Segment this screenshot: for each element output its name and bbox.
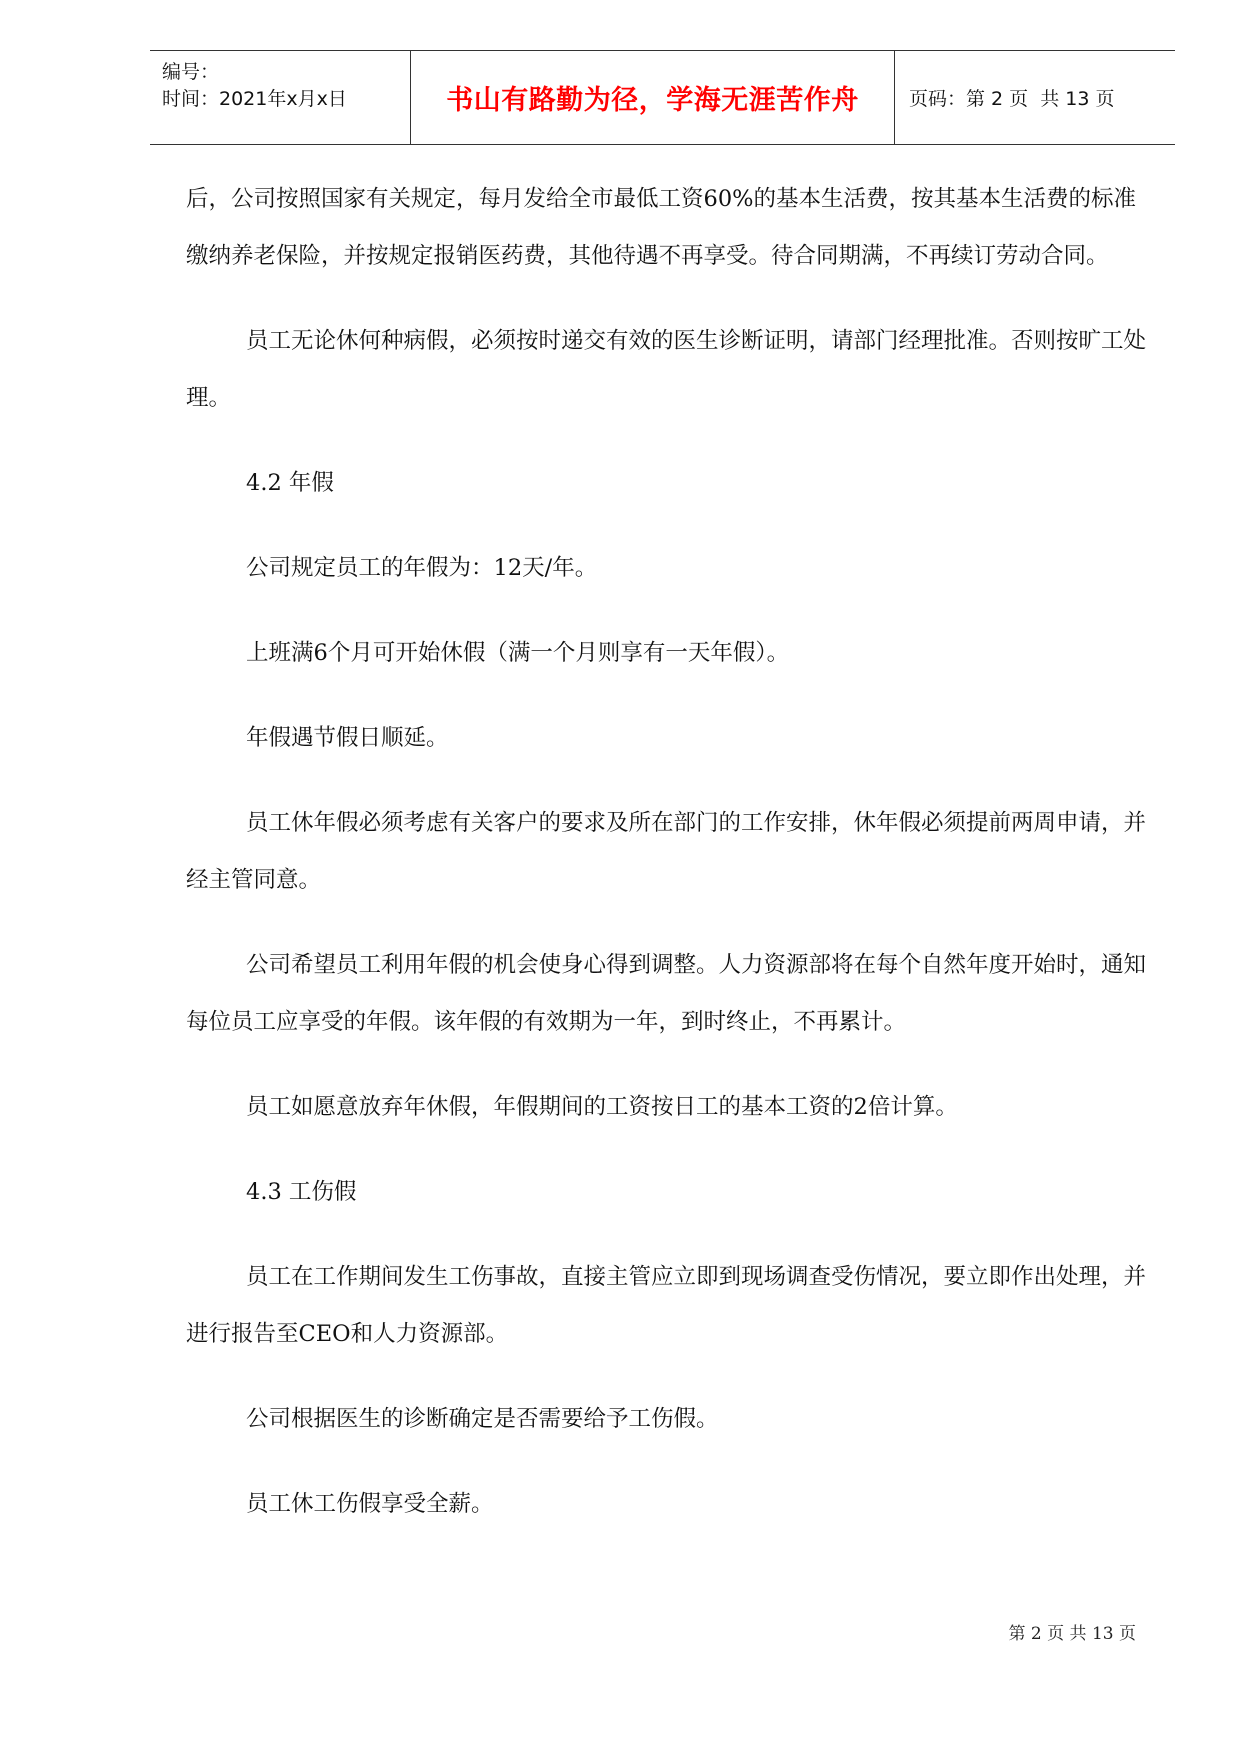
page-info-text: 页码：第 2 页 共 13 页 [909,88,1115,110]
header-motto-cell [410,51,895,144]
paragraph: 员工如愿意放弃年休假，年假期间的工资按日工的基本工资的2倍计算。 [246,1094,958,1120]
time-label: 时间：2021年x月x日 [162,88,347,110]
document-header [150,50,1175,145]
header-meta [150,51,410,144]
page-footer: 第 2 页 共 13 页 [1008,1624,1136,1644]
serial-number-label: 编号： [162,61,220,83]
motto-text: 书山有路勤为径，学海无涯苦作舟 [446,85,859,116]
section-heading-annual-leave: 4.2 年假 [246,470,334,496]
paragraph: 公司希望员工利用年假的机会使身心得到调整。人力资源部将在每个自然年度开始时，通知每位员工应享受的年假。该年假的有效期为一年，到时终止，不再累计。 [186,952,1147,1035]
document-body [186,171,1146,1561]
paragraph: 员工在工作期间发生工伤事故，直接主管应立即到现场调查受伤情况，要立即作出处理，并进行报告至CEO和人力资源部。 [186,1264,1147,1347]
header-page-info [895,51,1175,144]
paragraph-continuation: 后，公司按照国家有关规定，每月发给全市最低工资60%的基本生活费，按其基本生活费的标准缴纳养老保险，并按规定报销医药费，其他待遇不再享受。待合同期满，不再续订劳动合同。 [186,186,1137,269]
paragraph: 年假遇节假日顺延。 [246,725,449,751]
paragraph: 公司根据医生的诊断确定是否需要给予工伤假。 [246,1406,719,1432]
paragraph: 员工休工伤假享受全薪。 [246,1491,494,1517]
paragraph: 上班满6个月可开始休假（满一个月则享有一天年假）。 [246,640,790,666]
paragraph-sick-leave: 员工无论休何种病假，必须按时递交有效的医生诊断证明，请部门经理批准。否则按旷工处理。 [186,328,1147,411]
section-heading-work-injury: 4.3 工伤假 [246,1179,357,1205]
paragraph: 员工休年假必须考虑有关客户的要求及所在部门的工作安排，休年假必须提前两周申请，并经主管同意。 [186,810,1147,893]
paragraph: 公司规定员工的年假为：12天/年。 [246,555,598,581]
